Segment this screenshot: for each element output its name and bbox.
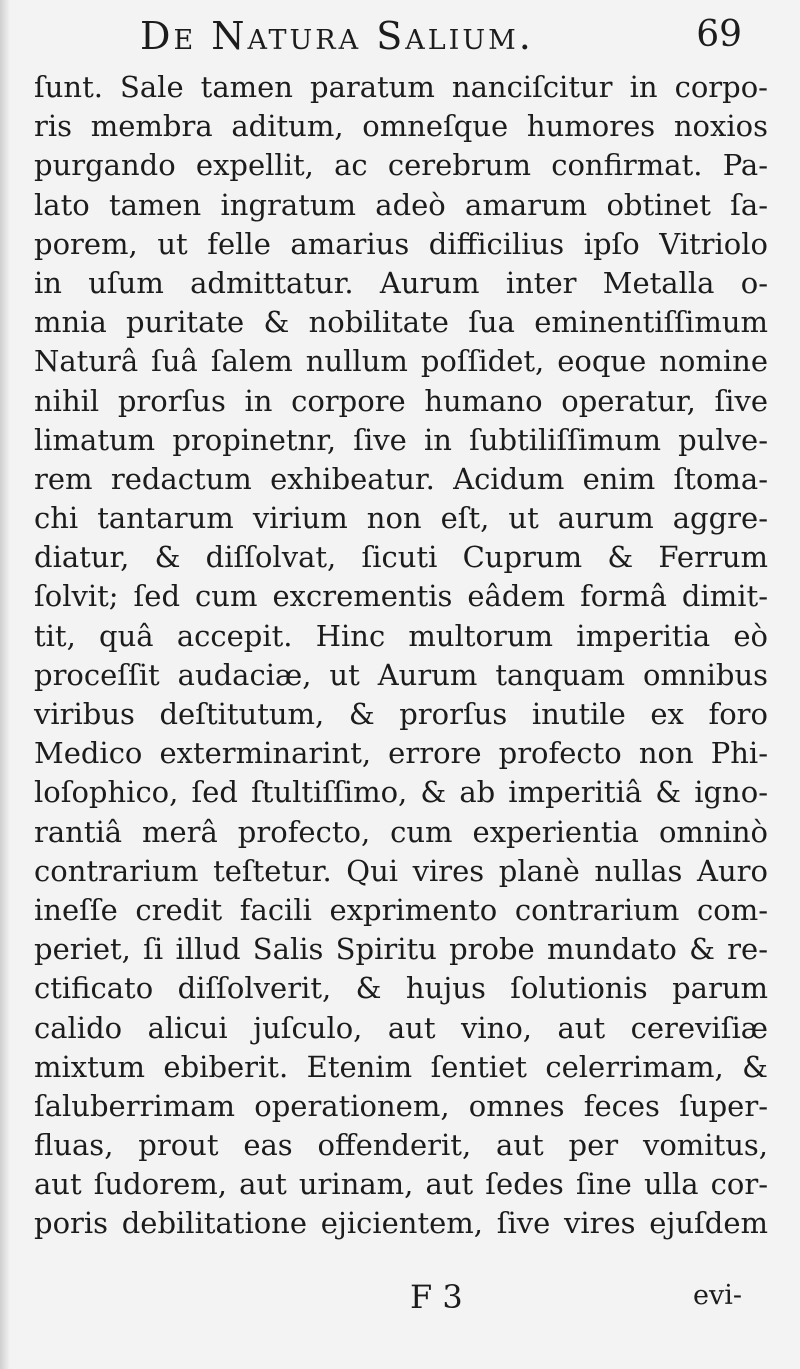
text-line: ſolvit; ſed cum excrementis eâdem formâ dimit-: [34, 579, 768, 614]
text-line: nihil prorſus in corpore humano operatur, ſive: [34, 383, 768, 418]
text-line: contrarium teſtetur. Qui vires planè nullas Auro: [34, 853, 768, 888]
text-line: ineſſe credit facili exprimento contrarium com-: [34, 892, 768, 927]
text-line: rantiâ merâ profecto, cum experientia omninò: [34, 814, 768, 849]
text-line: loſophico, ſed ſtultiſſimo, & ab imperitiâ & igno-: [34, 775, 768, 810]
text-line: in uſum admittatur. Aurum inter Metalla o-: [34, 265, 768, 300]
text-line: calido alicui juſculo, aut vino, aut cereviſiæ: [34, 1010, 768, 1045]
text-line: tit, quâ accepit. Hinc multorum imperitia eò: [34, 618, 768, 653]
text-line: ſaluberrimam operationem, omnes feces ſuper-: [34, 1088, 768, 1123]
text-line: diatur, & diſſolvat, ſicuti Cuprum & Ferrum: [34, 540, 768, 575]
text-line: mnia puritate & nobilitate ſua eminentiſſimum: [34, 305, 768, 340]
signature-mark: F 3: [410, 1278, 463, 1316]
text-line: rem redactum exhibeatur. Acidum enim ſtoma-: [34, 461, 768, 496]
text-line: chi tantarum virium non eſt, ut aurum aggre-: [34, 501, 768, 536]
text-line: limatum propinetnr, ſive in ſubtiliſſimum pulve-: [34, 422, 768, 457]
text-line: ris membra aditum, omneſque humores noxios: [34, 109, 768, 144]
text-line: ctificato diſſolverit, & hujus ſolutionis parum: [34, 971, 768, 1006]
text-line: poris debilitatione ejicientem, ſive vires ejuſdem: [34, 1206, 768, 1241]
page-number: 69: [696, 14, 742, 55]
running-title: De Natura Salium.: [140, 14, 534, 58]
text-line: mixtum ebiberit. Etenim ſentiet celerrimam, &: [34, 1049, 768, 1084]
text-line: aut ſudorem, aut urinam, aut ſedes ſine ulla cor-: [34, 1167, 768, 1202]
page-header: [0, 10, 800, 68]
text-line: fluas, prout eas offenderit, aut per vomitus,: [34, 1128, 768, 1163]
text-line: proceſſit audaciæ, ut Aurum tanquam omnibus: [34, 657, 768, 692]
text-line: purgando expellit, ac cerebrum confirmat. Pa-: [34, 148, 768, 183]
body-text: [34, 68, 768, 1244]
text-line: porem, ut felle amarius difficilius ipſo Vitriolo: [34, 226, 768, 261]
text-line: viribus deſtitutum, & prorſus inutile ex foro: [34, 697, 768, 731]
text-line: Medico exterminarint, errore profecto non Phi-: [34, 736, 768, 771]
page-footer: [0, 1278, 800, 1328]
catchword: evi-: [693, 1280, 742, 1311]
text-line: Naturâ ſuâ ſalem nullum poſſidet, eoque nomine: [34, 344, 768, 379]
text-line: lato tamen ingratum adeò amarum obtinet ſa-: [34, 187, 768, 222]
text-line: periet, ſi illud Salis Spiritu probe mundato & re-: [34, 932, 768, 967]
text-line: ſunt. Sale tamen paratum nanciſcitur in corpo-: [34, 70, 768, 104]
